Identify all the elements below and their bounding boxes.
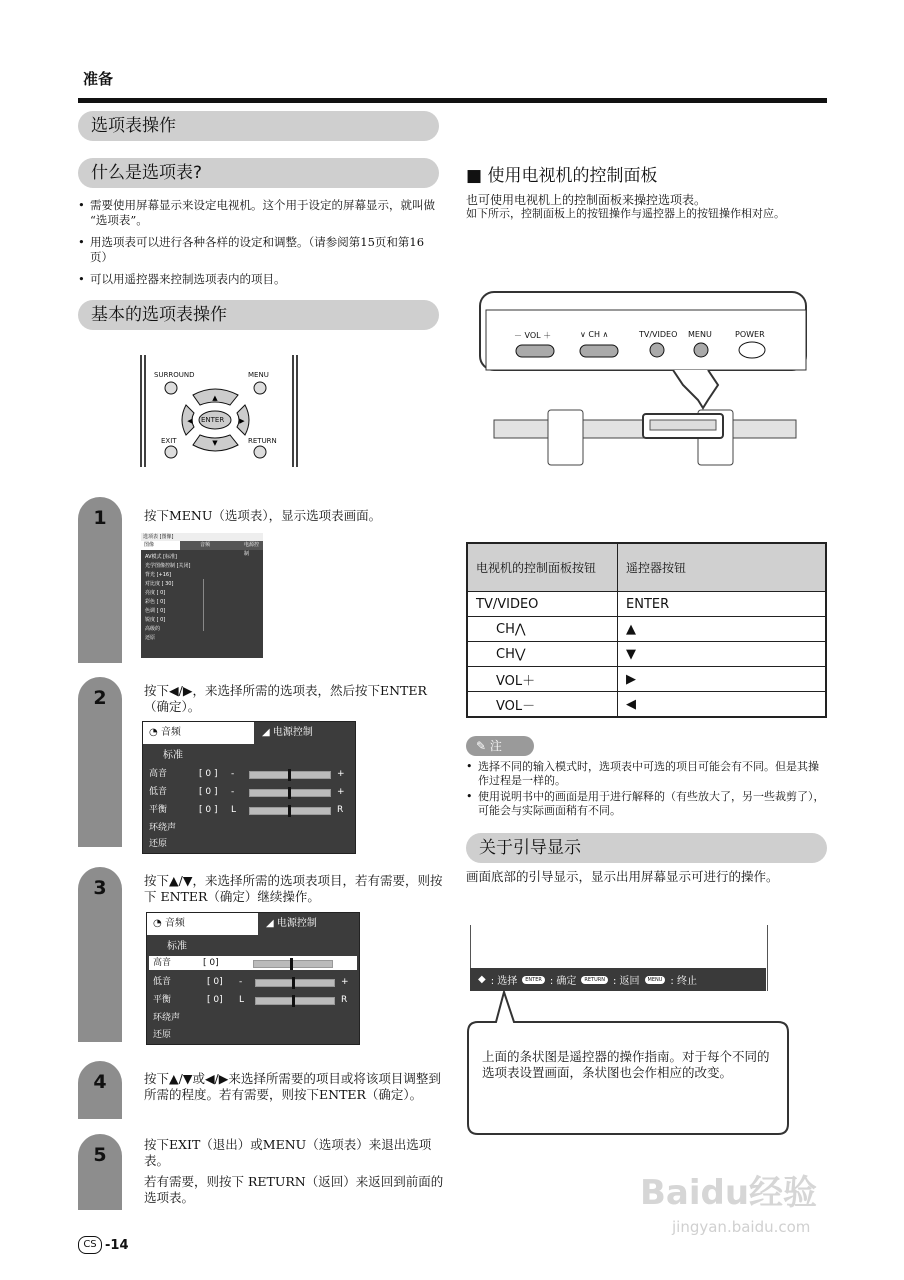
menu-screenshot-2	[142, 721, 356, 854]
step-text-5: 按下EXIT（退出）或MENU（选项表）来退出选项表。	[144, 1137, 432, 1168]
table-cell: ▶	[618, 667, 827, 692]
table-cell: VOL＋	[467, 667, 618, 692]
panel-tvvideo-label: TV/VIDEO	[639, 330, 678, 339]
table-header-row	[467, 543, 826, 592]
table-cell: ENTER	[618, 592, 827, 617]
table-cell: ◀	[618, 692, 827, 718]
watermark-url: jingyan.baidu.com	[672, 1218, 811, 1236]
note-label: 注	[489, 739, 502, 753]
menu1-sliders	[203, 579, 248, 631]
svg-text:▲: ▲	[212, 394, 218, 402]
guide-enter-key: ENTER	[522, 976, 545, 984]
bullet-item: • 需要使用屏幕显示来设定电视机。这个用于设定的屏幕显示，就叫做 “选项表”。	[78, 198, 440, 228]
panel-menu-label: MENU	[688, 330, 712, 339]
remote-exit-label: EXIT	[161, 437, 177, 445]
table-row	[467, 692, 826, 718]
menu3-tab-power: ◢ 电源控制	[258, 913, 359, 935]
svg-text:▼: ▼	[212, 439, 218, 447]
panel-text-2: 如下所示，控制面板上的按钮操作与遥控器上的按钮操作相对应。	[466, 207, 785, 220]
step-text-3: 按下▲/▼，来选择所需的选项表项目，若有需要，则按下 ENTER（确定）继续操作。	[144, 873, 443, 904]
table-cell: ▲	[618, 617, 827, 642]
remote-menu-label: MENU	[248, 371, 269, 379]
menu2-row-treble: 高音 [ 0 ] - +	[149, 769, 345, 779]
menu1-row: 色调 [ 0]	[145, 608, 166, 614]
menu1-row: 背光 [+16]	[145, 572, 172, 578]
table-header: 遥控器按钮	[618, 543, 827, 592]
table-row	[467, 667, 826, 692]
step-number: 2	[93, 687, 107, 709]
step-number: 1	[93, 507, 107, 529]
step-number: 4	[93, 1071, 107, 1093]
remote-illustration	[138, 355, 300, 467]
guide-return-key: RETURN	[581, 976, 608, 984]
menu2-surround: 环绕声	[149, 823, 177, 833]
menu3-tab-audio: ◔ 音频	[147, 913, 258, 935]
title-main: 选项表操作	[78, 111, 439, 141]
menu2-reset: 还原	[149, 839, 168, 849]
bullet-item: • 用选项表可以进行各种各样的设定和调整。（请参阅第15页和第16页）	[78, 235, 440, 265]
step-text-1: 按下MENU（选项表），显示选项表画面。	[144, 508, 382, 523]
guide-text: 画面底部的引导显示，显示出用屏幕显示可进行的操作。	[466, 869, 779, 884]
step-number: 3	[93, 877, 107, 899]
guide-back: : 返回	[612, 976, 640, 987]
table-row	[467, 617, 826, 642]
title-what: 什么是选项表?	[78, 158, 439, 188]
menu3-surround: 环绕声	[153, 1013, 181, 1023]
button-mapping-table	[466, 542, 827, 718]
guide-select: : 选择	[490, 976, 518, 987]
step-tab-3	[78, 867, 122, 1042]
page-badge: CS	[78, 1236, 102, 1254]
step-text-5b: 若有需要，则按下 RETURN（返回）来返回到前面的选项表。	[144, 1174, 444, 1205]
guide-menu-key: MENU	[645, 976, 666, 984]
menu1-row: 彩色 [ 0]	[145, 599, 166, 605]
guide-end: : 终止	[670, 976, 697, 987]
menu1-row: 对比度 [ 30]	[145, 581, 174, 587]
menu1-top: 选项表 [图像]	[141, 533, 263, 541]
note-item: • 选择不同的输入模式时，选项表中可选的项目可能会有不同。但是其操作过程是一样的。	[466, 760, 828, 788]
step-tab-1	[78, 497, 122, 663]
menu3-reset: 还原	[153, 1030, 172, 1040]
step-text-4: 按下▲/▼或◀/▶来选择所需要的项目或将该项目调整到所需的程度。若有需要，则按下ENTER（确定）。	[144, 1071, 441, 1102]
menu3-row-treble-selected: 高音 [ 0]	[149, 956, 357, 970]
dpad-icon: ◆	[478, 974, 486, 985]
title-basic: 基本的选项表操作	[78, 300, 439, 330]
menu2-tab-audio: ◔ 音频	[143, 722, 254, 744]
svg-text:◀: ◀	[187, 417, 193, 425]
remote-surround-label: SURROUND	[154, 371, 195, 379]
top-rule	[78, 98, 827, 103]
step-number: 5	[93, 1144, 107, 1166]
menu3-row-bass: 低音 [ 0] - +	[153, 977, 349, 987]
table-cell: CH⋁	[467, 642, 618, 667]
menu3-mode: 标准	[167, 941, 187, 952]
remote-return-label: RETURN	[248, 437, 277, 445]
menu1-row: 锐度 [ 0]	[145, 617, 166, 623]
title-panel: ■ 使用电视机的控制面板	[466, 166, 658, 186]
menu1-row: AV模式 [标准]	[145, 554, 178, 560]
table-row	[467, 642, 826, 667]
table-cell: ▼	[618, 642, 827, 667]
menu2-mode: 标准	[163, 750, 183, 761]
page-footer	[78, 1236, 129, 1254]
table-header: 电视机的控制面板按钮	[467, 543, 618, 592]
note-tab: ✎ 注	[466, 736, 534, 756]
page-number: -14	[105, 1237, 129, 1253]
panel-vol-label: － VOL ＋	[514, 331, 552, 340]
panel-power-label: POWER	[735, 330, 765, 339]
menu3-row-balance: 平衡 [ 0] L R	[153, 995, 348, 1005]
intro-bullets	[78, 198, 440, 294]
table-cell: TV/VIDEO	[467, 592, 618, 617]
menu2-row-balance: 平衡 [ 0 ] L R	[149, 805, 344, 815]
menu1-tab-audio: 音频	[200, 542, 211, 548]
table-row	[467, 592, 826, 617]
menu1-tab-picture: 图像	[141, 541, 180, 550]
bullet-item: • 可以用遥控器来控制选项表内的项目。	[78, 272, 440, 287]
panel-text-1: 也可使用电视机上的控制面板来操控选项表。	[466, 193, 707, 207]
step-text-2: 按下◀/▶，来选择所需的选项表，然后按下ENTER（确定）。	[144, 683, 427, 714]
menu-screenshot-3	[146, 912, 360, 1045]
section-label: 准备	[83, 70, 114, 88]
callout-text: 上面的条状图是遥控器的操作指南。对于每个不同的选项表设置画面，条状图也会作相应的改变。	[482, 1049, 770, 1080]
menu2-tab-power: ◢ 电源控制	[254, 722, 355, 744]
guide-bar	[470, 968, 766, 991]
watermark-logo: Baidu经验	[640, 1173, 818, 1213]
step-tab-2	[78, 677, 122, 847]
panel-intro	[466, 193, 828, 221]
table-cell: VOL－	[467, 692, 618, 718]
menu1-row: 亮度 [ 0]	[145, 590, 166, 596]
menu-screenshot-1	[141, 533, 263, 658]
control-panel-illustration	[478, 290, 818, 470]
guide-confirm: : 确定	[549, 976, 577, 987]
table-cell: CH⋀	[467, 617, 618, 642]
step-tab-5	[78, 1134, 122, 1210]
panel-ch-label: ∨ CH ∧	[580, 330, 609, 339]
note-item: • 使用说明书中的画面是用于进行解释的（有些放大了，另一些裁剪了），可能会与实际画面稍有不同。	[466, 790, 828, 818]
menu2-row-bass: 低音 [ 0 ] - +	[149, 787, 345, 797]
note-bullets	[466, 760, 828, 825]
menu1-tab-power: 电源控制	[243, 542, 259, 557]
step-tab-4	[78, 1061, 122, 1119]
menu1-row: 光学图像控制 [关闭]	[145, 563, 191, 569]
menu1-row: 还原	[145, 635, 156, 641]
menu1-row: 高级的	[145, 626, 161, 632]
remote-enter-label: ENTER	[201, 416, 225, 424]
title-guide: 关于引导显示	[466, 833, 827, 863]
svg-text:▶: ▶	[239, 417, 245, 425]
